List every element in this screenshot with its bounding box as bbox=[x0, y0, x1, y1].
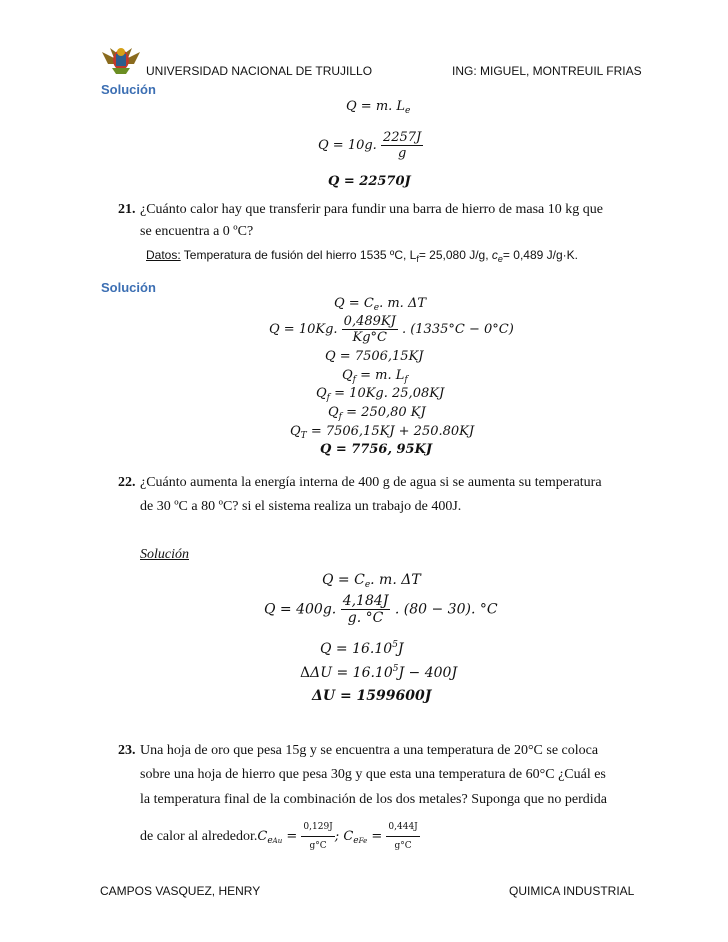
equation: $Q = 16.10^5J$ bbox=[320, 640, 404, 657]
equation: $Q_f = 10Kg$. 25,08KJ bbox=[316, 386, 445, 403]
equation: Q = 10g. $\frac{2257J}{g}$ bbox=[318, 130, 422, 161]
university-logo bbox=[100, 44, 142, 76]
equation: Q = 7506,15KJ bbox=[325, 349, 424, 364]
result-equation: Q = 7756, 95KJ bbox=[320, 442, 433, 457]
solution-label: Solución bbox=[101, 280, 156, 295]
equation: Q = m. $L_e$ bbox=[346, 99, 411, 116]
equation: Q = 400g. $\frac{4,184J}{g. ^\circ C}$ . (80 − 30). °C bbox=[264, 593, 498, 626]
question-number: 21. bbox=[118, 202, 136, 217]
footer-course: QUIMICA INDUSTRIAL bbox=[509, 884, 635, 898]
question-text: la temperatura final de la combinación de los dos metales? Suponga que no perdida bbox=[140, 792, 607, 807]
equation: $Q_f = 250,80$ KJ bbox=[328, 405, 426, 422]
question-text: ¿Cuánto calor hay que transferir para fundir una barra de hierro de masa 10 kg que bbox=[140, 202, 603, 217]
question-text: de calor al $alrededor.C_{eAu}$ = $\frac{0,129J}{g^\circ C}$ ; $C_{eFe}$ = $\frac{0,444J}{g^\circ C}$ bbox=[140, 818, 420, 855]
solution-label: Solución bbox=[101, 82, 156, 97]
equation: $Q_f = m$. $L_f$ bbox=[342, 368, 408, 385]
question-text: sobre una hoja de hierro que pesa 30g y que esta una temperatura de 60°C ¿Cuál es bbox=[140, 767, 606, 782]
equation: $\Delta\Delta U = 16.10^5J - 400J$ bbox=[300, 664, 458, 681]
question-text: ¿Cuánto aumenta la energía interna de 400 g de agua si se aumenta su temperatura bbox=[140, 475, 602, 490]
question-text: de 30 ºC a 80 ºC? si el sistema realiza un trabajo de 400J. bbox=[140, 499, 462, 514]
header-university: UNIVERSIDAD NACIONAL DE TRUJILLO bbox=[146, 64, 373, 78]
question-number: 23. bbox=[118, 743, 136, 758]
solution-label: Solución bbox=[140, 547, 189, 562]
question-text: Una hoja de oro que pesa 15g y se encuentra a una temperatura de 20°C se coloca bbox=[140, 743, 599, 758]
footer-author: CAMPOS VASQUEZ, HENRY bbox=[100, 884, 261, 898]
question-text: se encuentra a 0 ºC? bbox=[140, 224, 254, 239]
header-author: ING: MIGUEL, MONTREUIL FRIAS bbox=[452, 64, 642, 78]
result-equation: Q = 22570J bbox=[328, 174, 411, 189]
equation: $Q_T = 7506,15KJ + 250.80KJ$ bbox=[290, 424, 475, 441]
equation: Q = 10Kg. $\frac{0,489KJ}{Kg^\circ C}$ . (1335°C − 0°C) bbox=[269, 314, 514, 345]
result-equation: ΔU = 1599600J bbox=[312, 688, 432, 704]
question-number: 22. bbox=[118, 475, 136, 490]
data-line: Datos: Temperatura de fusión del hierro 1535 ºC, $L_f= 25,080$ J/g, $c_e= 0,489$ J/g·K. bbox=[146, 248, 578, 264]
equation: $Q = C_e$. m. ΔT bbox=[334, 296, 427, 313]
equation: $Q = C_e$. m. ΔT bbox=[322, 572, 421, 590]
